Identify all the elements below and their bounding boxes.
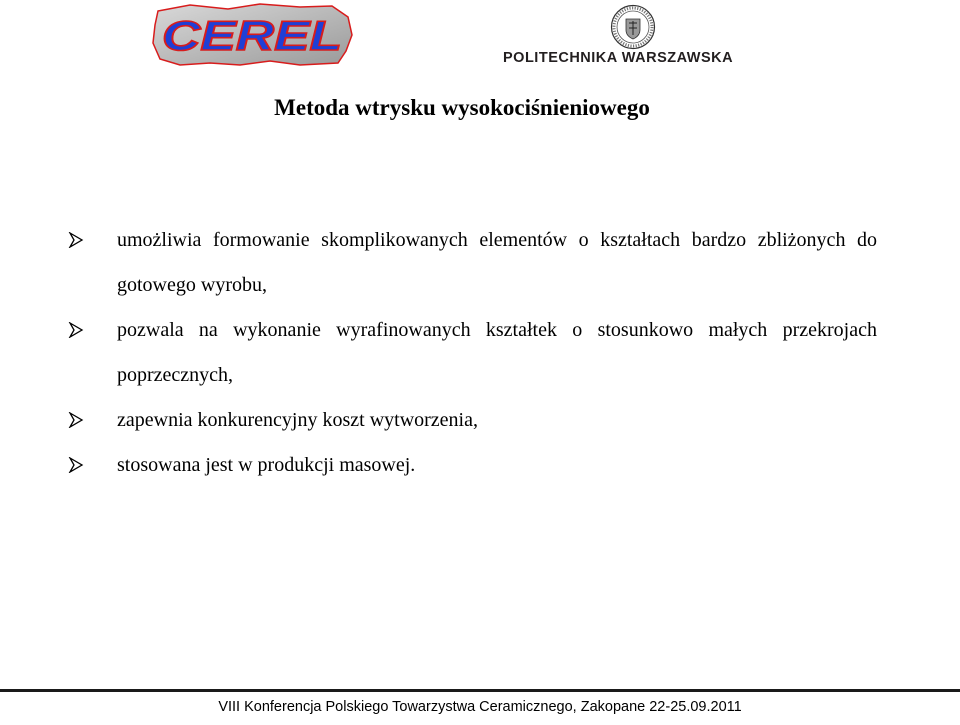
footer-text: VIII Konferencja Polskiego Towarzystwa Ceramicznego, Zakopane 22-25.09.2011 [218,699,742,715]
university-seal-icon [610,4,656,50]
cerel-logo [150,3,355,66]
arrowhead-bullet-icon [68,412,84,428]
university-name: POLITECHNIKA WARSZAWSKA [503,50,734,66]
bullet-text: pozwala na wykonanie wyrafinowanych kształtek o stosunkowo małych przekrojach poprzecznych, [117,319,877,386]
slide-title: Metoda wtrysku wysokociśnieniowego [274,95,650,120]
arrowhead-bullet-icon [68,322,84,338]
bullet-text: umożliwia formowanie skomplikowanych elementów o kształtach bardzo zbliżonych do gotowego wyrobu, [117,229,877,296]
footer-divider [0,689,960,692]
arrowhead-bullet-icon [68,457,84,473]
bullet-text: zapewnia konkurencyjny koszt wytworzenia, [117,409,478,431]
bullet-text: stosowana jest w produkcji masowej. [117,454,416,476]
arrowhead-bullet-icon [68,232,84,248]
cerel-logo-text: CEREL [162,12,342,59]
header-logos [0,0,960,80]
